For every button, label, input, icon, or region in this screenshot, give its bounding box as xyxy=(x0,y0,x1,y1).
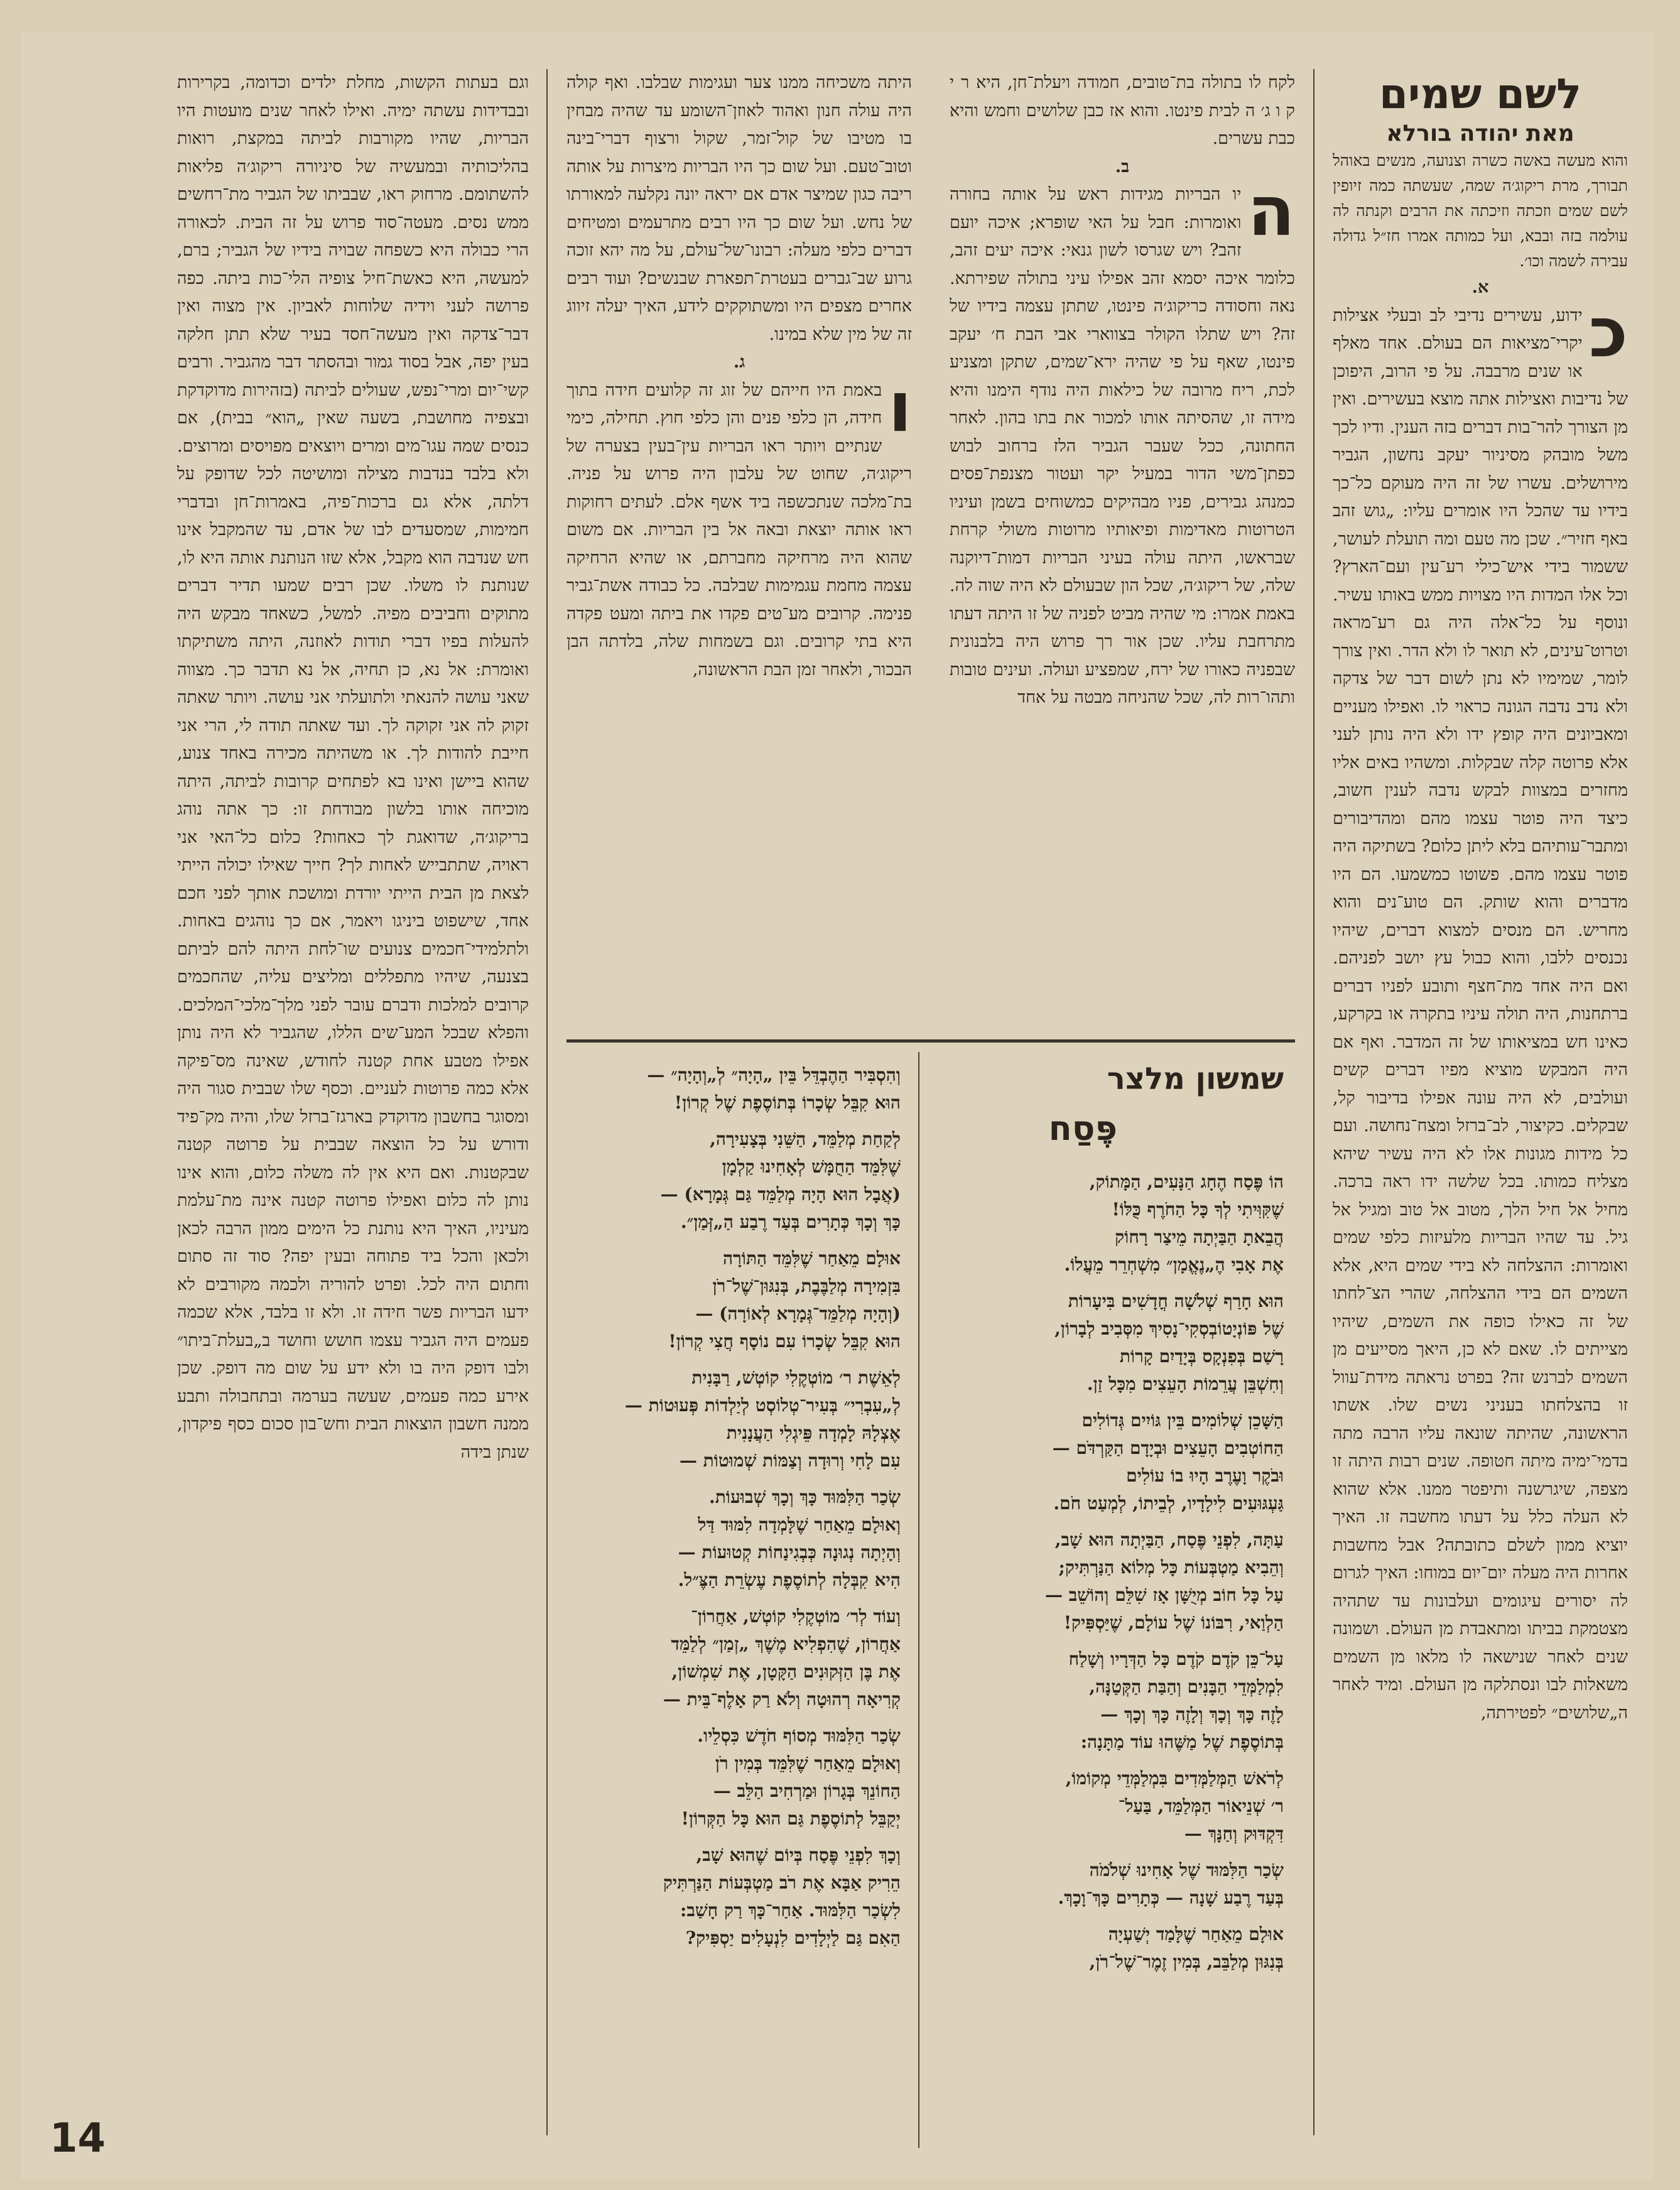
article-intro: והוא מעשה באשה כשרה וצנועה, מנשים באוהל תבורך, מרת ריקוג׳ה שמה, שעשתה כמה זיופין לשם שמים וזכתה וזיכתה את הרבים וקנתה לה עולמה בזה ובבא, ועל כמותה אמרו חז״ל גדולה עבירה לשמה וכו׳. xyxy=(1333,151,1628,270)
poem-stanza: שְׂכַר הַלִּמּוּד מְסוֹף חֹדֶשׁ כִּסְלֵיו. וְאוּלָם מֵאַחַר שֶׁלִּמֵּד בְּמִין רֹן הַחוֹנֵךְ בְּגָרוֹן וּמַרְחִיב הַלֵּב — יְקַבֵּל לְתוֹסֶפֶת גַּם הוּא כָּל הַקְּרוֹן! xyxy=(681,1725,901,1829)
column-divider xyxy=(1313,69,1314,2135)
section-marker-a: א. xyxy=(1471,278,1489,297)
poem-stanza: הוֹ פֶּסַח הֶחָג הַנָּעִים, הַמָּתוֹק, שֶׁקִּוִּיתִי לְךָ כָּל הַחֹרֶף כֻּלּוֹ! הֲבֵאתָ הַבַּיְתָה מֵיצַר רָחוֹק אֶת אָבִי הֶ„נֶאֱמָן״ מִשְׁחְרֵר מֵעֲלוֹ. xyxy=(1064,1171,1284,1275)
article-column-2 xyxy=(950,69,1295,1036)
article-body-col4: וגם בעתות הקשות, מחלת ילדים וכדומה, בקרירות ובבדידות עשתה ימיה. ואילו לאחר שנים מועטות היו הבריות, שהיו מקורבות לביתה במקצת, רואות בהליכותיה ובמעשיה של סיניורה ריקוג׳ה פליאות להשתומם. מרחוק ראו, שבביתו של הגביר מת־רחשים ממש נסים. מעטה־סוד פרוש על זה הבית. לכאורה הרי כבולה היא כשפחה שבויה בידיו של הגביר; ברם, למעשה, היא כאשת־חיל צופיה הלי־כות ביתה. כפה פרושה לעני וידיה שלוחות לאביון. אין מצוה ואין דבר־צדקה ואין מעשה־חסד בעיר שלא תתן חלקה בעין יפה, אבל בסוד גמור ובהסתר דבר מהגביר. ורבים קשי־יום ומרי־נפש, שעולים לביתה (בזהירות מדוקדקת ובצפיה מחושבת, בשעה שאין „הוא״ בבית), אם כנסים שמה עגו־מים ומרים ויוצאים מפויסים ומרוצים. ולא בלבד בנדבות מצילה ומושיטה לכל שדופק על דלתה, אלא גם ברכות־פיה, באמרות־חן ובדברי חמימות, שמסעדים לבו של אדם, עד שהמקבל אינו חש שנדבה הוא מקבל, אלא שזו הנותנת אותה היא לו, שנותנת לו משלו. שכן רבים שמעו תדיר דברים מתוקים וחביבים מפיה. למשל, כשאחד מבקש היה להעלות בפיו דברי תודות לאוזנה, היתה משתיקתו ואומרת: אל נא, כן תחיה, אל נא תדבר כך. מצווה שאני עושה להנאתי ולתועלתי אני עושה. ויותר שאתה זקוק לה אני זקוקה לך. ועד שאתה תודה לי, הרי אני חייבת להודות לך. או משהיתה מכירה באחד צנוע, שהוא ביישן ואינו בא לפתחים קרובות לביתה, היתה מוכיחה אותו בלשון מבודחת זו: כך אתה נוהג בריקוג׳ה, שדואגת לך כאחות? כלום כל־האי אני ראויה, שתתבייש לאחות לך? חייך שאילו יכולה הייתי לצאת מן הבית הייתי יורדת ומושכת אותך לפני חכם אחד, שישפוט ביניגו ויאמר, אם כך נוהגים באחות. ולתלמידי־חכמים צנועים שו־לחת היתה להם לביתם בצנעה, שיהיו מתפללים ומליצים עליה, שהחכמים קרובים למלכות ודברם עובר לפני מלך־מלכי־המלכים. והפלא שבכל המע־שים הללו, שהגביר לא היה נותן אפילו מטבע אחת קטנה לחודש, שאינה מס־פיקה אלא כמה פרוטות לעניים. וכסף שלו שבבית סגור היה ומסוגר בחשבון מדוקדק בארגז־ברזל שלו, והיה מק־פיד ודורש על כל הוצאה שבבית על פרוטה קטנה שבקטנות. ואם היא אין לה משלה כלום, והוא אינו נותן לה כלום ואפילו פרוטה קטנה אינה מת־עלמת מעיניו, האיך היא נותנת כל הימים ממון הרבה לכאן ולכאן והכל ביד פתוחה ובעין יפה? סוד זה סתום וחתום היה לכל. ופרט להוריה ולכמה מקורבים לא ידעו הבריות פשר חידה זו. ולא זו בלבד, אלא שכמה פעמים היה הגביר עצמו חושש וחושד ב„בעלת־ביתו״ ולבו דופק היה בו ולא ידע על שום מה דופק. שכן אירע כמה פעמים, שעשה בערמה ובתחבולה ותבע ממנה חשבון הוצאות הבית וחש־בון סכום כסף פיקדון, שנתן בידה xyxy=(177,73,529,1462)
section-marker-c: ג. xyxy=(733,352,745,372)
article-body-col3-a: היתה משכיחה ממנו צער ועגימות שבלבו. ואף קולה היה עולה חנון ואהוד לאוזן־השומע עד שהיה מבחין בו מטיבו של קול־זמר, שקול ורצוף דברי־בינה וטוב־טעם. ועל שום כך היו הבריות מיצרות על אותה ריבה כגון שמיצר אדם אם יראה יונה נקלעה למאורתו של נחש. ועל שום כך היו רבים מתרעמים ומטיחים דברים כלפי מעלה: רבונו־של־עולם, על מה יהא זוכה גרוע שב־גברים בעטרת־תפארת שבנשים? ועוד רבים אחרים מצפים היו ומשתוקקים לידע, האיך יעלה זיווג זה של מין שלא במינו. xyxy=(566,73,912,344)
poem-stanza: הוּא חָרַף שְׁלֹשָׁה חֳדָשִׁים בִּיעָרוֹת שֶׁל פּוֹנְיָטוֹבְסְקִי־נָסִיךְ מִסְּבִיב לְבָרוֹן, רָשַׁם בְּפִנְקָס בְּיָדַיִם קָרוֹת וְחִשְׁבֵּן עֲרֵמוֹת הָעֵצִים מִכָּל זַן. xyxy=(1054,1291,1284,1394)
poem-stanza: אוּלָם מֵאַחַר שֶׁלָּמַד יְשַׁעְיָה בְּנִגּוּן מְלַבֵּב, בְּמִין זֶמֶר־שֶׁל־רֹן, xyxy=(1089,1924,1284,1972)
poem-stanza: לְאֵשֶׁת ר׳ מוֹטְקֶלִי קוֹטְשׁ, רַבָּנִית לְ„עִבְרִי״ בְּעִיר־טְלוֹסְט לְיַלְדוֹת פְּעוּטוֹת — אֶצְלָהּ לָמְדָה פֵּיגְלִי הַעֲנָנִית עִם לָחִי וְרוּדָה וְצַמּוֹת שְׁמוּטוֹת — xyxy=(624,1367,901,1471)
poem-title: פֶּסַח xyxy=(1048,1109,1117,1148)
poem-column-right xyxy=(932,1168,1284,2148)
drop-cap-2: ה xyxy=(1247,171,1295,251)
poem-stanza: שְׂכַר הַלִּמּוּד כָּךְ וְכָךְ שְׁבוּעוֹת. וְאוּלָם מֵאַחַר שֶׁלָּמְדָה לִמּוּד דַּל וְהָיְתָה נְגוּנָה כְּבְגִינַחוֹת קְטוּעוֹת — הִיא קִבְּלָה לְתוֹסֶפֶת עֶשְׂרֵת הַצֶּ״ל. xyxy=(678,1487,901,1590)
column-divider xyxy=(918,1052,919,2148)
poem-stanza: לְקַחַת מְלַמֵּד, הַשֵּׁנִי בְּצָעִירָה, שֶׁלִּמֵּד הַחֻמָּשׁ לְאָחִינוּ קַלְמָן (אֲבָל הוּא הָיָה מְלַמֵּד גַּם גְּמָרָא) — כָּךְ וְכָךְ כְּתָרִים בְּעַד רֶבַע הַ„זְּמַן״. xyxy=(660,1129,901,1232)
poem-column-left xyxy=(561,1061,901,2148)
poem-stanza: הַשָּׁכֵן שְׁלוֹמִים בֵּין גּוֹיִים גְּדוֹלִים הַחוֹטְבִים הָעֵצִים וּבְיָדָם הַקַּרְדֹּם — וּבֹקֶר וָעֶרֶב הָיוּ בוֹ עוֹלִים גַּעְגּוּעִים לִילָדָיו, לְבֵיתוֹ, לְמְעַט חֹם. xyxy=(1052,1410,1284,1514)
article-title: לשם שמים xyxy=(1379,70,1582,118)
poem-stanza: אוּלָם מֵאַחַר שֶׁלִּמֵּד הַתּוֹרָה בִּזְמִירָה מְלַבֶּבֶת, בְּנִגּוּן־שֶׁל־רֹן (וְהָיָה מְלַמֵּד־גְּמָרָא לְאוֹרָה) — הוּא קִבֵּל שְׂכָרוֹ עִם נוֹסָף חֲצִי קְרוֹן! xyxy=(668,1248,901,1352)
poem-stanza: עַל־כֵּן קֹדֶם קֹדֶם כָּל הַדְּרָיו וְשָׁלַח לִמְלַמְּדֵי הַבָּנִים וְהַבַּת הַקְּטַנָּה, לָזֶה כָּךְ וְכָךְ וְלָזֶה כָּךְ וְכָךְ — בְּתוֹסֶפֶת שֶׁל מַשֶּׁהוּ עוֹד מַתָּנָה: xyxy=(1068,1649,1284,1752)
drop-cap-3: ו xyxy=(888,366,912,447)
article-body-col2-b: יו הבריות מגידות ראש על אותה בחורה ואומרות: חבל על האי שופרא; איכה יועם זהב? ויש שגרסו לשון גנאי: איכה יעים זהב, כלומר איכה יסמא זהב אפילו עיני בתולה שפירתא. נאה וחסודה כריקוג׳ה פינטו, שתתן עצמה בידיו של זה? ויש שתלו הקולר בצווארי אבי הבת ח׳ יעקב פינטו, שאף על פי שהיה ירא־שמים, שתקן ומצניע לכת, ריח מרובה של כילאות היה נודף הימנו והיא מידה זו, שהסיתה אותו למכור את בתו בהון. לאחר החתונה, ככל שעבר הגביר הלז ברחוב לבוש כפתן־משי הדור במעיל יקר ועטור מצנפת־פסים כמנהג גבירים, פניו מבהיקים כמשוחים בשמן ועיניו הטרוטות מאדימות ופיאותיו מרוטות משולי קרחת שבראשו, היתה עולה בעיני הבריות דמות־דיוקנה שלה, של ריקוג׳ה, שכל הון שבעולם לא היה שוה לה. באמת אמרו: מי שהיה מביט לפניה של זו היתה דעתו מתרחבת עליו. שכן אור רך פרוש היה בלבנונית שבפניה כאורו של ירח, שמפציע ועולה. ועינים טובות ותהו־רות לה, שכל שהניחה מבטה על אחד xyxy=(950,185,1295,707)
poem-stanza: שְׂכַר הַלִּמּוּד שֶׁל אָחִינוּ שְׁלֹמֹה בְּעַד רֶבַע שָׁנָה — כְּתָרִים כָּךְ־וָכָךְ. xyxy=(1058,1860,1284,1908)
article-body-col3-b: באמת היו חייהם של זוג זה קלועים חידה בתוך חידה, הן כלפי פנים והן כלפי חוץ. תחילה, כימי שנתיים ויותר ראו הבריות עין־בעין בצערה של ריקוג׳ה, שחוט של עלבון היה פרוש על פניה. בת־מלכה שנתכשפה ביד אשף אלם. לעתים רחוקות ראו אותה יוצאת ובאה אל בין הבריות. אם משום שהוא היה מרחיקה מחברתם, או שהיא הרחיקה עצמה מחמת עגמימות שבלבה. כל כבודה אשת־גביר פנימה. קרובים מע־טים פקדו את ביתה ומעט פקדה היא בתי קרובים. וגם בשמחות שלה, בלדתה הבן הבכור, ולאחר זמן הבת הראשונה, xyxy=(566,380,912,680)
article-column-1 xyxy=(1333,69,1628,2135)
article-author: מאת יהודה בורלא xyxy=(1386,121,1574,146)
magazine-page xyxy=(21,31,1654,2179)
poem-author: שמשון מלצר xyxy=(1107,1061,1284,1097)
column-divider xyxy=(546,69,548,2135)
poem-stanza: לְרֹאשׁ הַמְּלַמְּדִים בִּמְלַמְּדֵי מְקוֹמוֹ, ר׳ שְׁנֵיאוֹר הַמְּלַמֵּד, בַּעַל־ דִּקְדּוּק וְחַנָּךְ — xyxy=(1065,1768,1284,1844)
section-marker-b: ב. xyxy=(1115,156,1130,176)
poem-divider xyxy=(566,1039,1295,1043)
article-column-4 xyxy=(177,69,529,2135)
poem-stanza: וְהִסְבִּיר הַהֶבְדֵּל בֵּין „הָיָה״ לְ„וְהָיָה״ — הוּא קִבֵּל שְׂכָרוֹ בְּתוֹסֶפֶת שֶׁל קְרוֹן! xyxy=(647,1065,901,1113)
article-column-3 xyxy=(566,69,912,1036)
article-body-col1: ידוע, עשירים נדיבי לב ובעלי אצילות יקרי־מציאות הם בעולם. אחד מאלף או שנים מרבבה. על פי הרוב, היפוכן של נדיבות ואצילות אתה מוצא בעשירים. ואין מן הצורך להר־בות דברים בזה הענין. ודיו לכך משל מובהק מסיניור יעקב נחשון, הגביר מירושלים. עשרו של זה היה מעוקם כל־כך בידיו עד שהכל היו אומרים עליו: „גוש זהב באף חזיר״. שכן מה טעם ומה תועלת לעושר, ששמור בידי איש־כילי רע־עין ועם־הארץ? וכל אלו המדות היו מצויות ממש באותו עשיר. ונוסף על כל־אלה היה גם רע־מראה וטרוט־עינים, לא תואר לו ולא הדר. ואין צורך לומר, שמימיו לא נתן לשום דבר של צדקה ולא נדב נדבה הגונה כראוי לו. ואפילו מעניים ומאביונים היה קופץ ידו ולא היה נותן לעני אלא פרוטה קלה שבקלות. ומשהיו באים אליו מחזרים במצוות לבקש נדבה לענין חשוב, כיצד היה פוטר עצמו מהם ומהדיבורים ומתבר־עותיהם בלא ליתן כלום? בשתיקה היה פוטר עצמו מהם. פשוטו כמשמעו. הם היו מדברים והוא שותק. הם טוע־נים והוא מחריש. הם מנסים למצוא דברים, שיהיו נכנסים ללבו, והוא כבול עץ יושב לפניהם. ואם היה אחד מת־חצף ותובע לפניו דברים ברתחנות, היה תולה עיניו בתקרה או בקרקע, כאינו חש במציאותו של זה המדבר. ואף אם היה המבקש מוציא מפיו דברים קשים ועולבים, לא היה עונה אפילו בדיבור קל, שבקלים. כקיצור, לב־ברזל ומצח־נחושה. ועם כל מידות מגונות אלו לא היה עשיר שיהא מצליח כמותו. בכל שלשה ידו ראה ברכה. מחיל אל חיל הלך, מטוב אל טוב ומגיל אל גיל. עד שהיו הבריות מלעיזות כלפי שמים ואומרות: ההצלחה לא בידי שמים היא, אלא השמים הם בידי ההצלחה, שהרי הצ־לחתו של זה כאילו כופה את השמים, שיהיו מצייתים לו. שאם לא כן, היאך מסייעים מן השמים לברנש זה? בפרט נראתה מידת־עוול זו בהצלחתו בעניני נשים שלו. אשתו הראשונה, שהיתה שונאה עליו הרבה מתה בדמי־ימיה מיתה חטופה. שנים רבות היתה זו מצפה, שיגרשנה ותיפטר ממנו. אלא שהוא לא העלה כלל על דעתו מחשבה זו. האיך יוציא ממון לשלם כתובתה? אבל מחשבות אחרות היה מעלה יום־יום במוחו: האיך לגרום לה יסורים עיגומים ועלבונות עד שתהיה מצטמקת בביתו ומתאבדת מן העולם. ושמונה שנים לאחר שנישאה לו מלאו מן השמים משאלות לבו ונסתלקה מן העולם. ומיד לאחר ה„שלושים״ לפטירתה, xyxy=(1333,305,1628,1723)
poem-stanza: עַתָּה, לִפְנֵי פֶּסַח, הַבַּיְתָה הוּא שָׁב, וְהֵבִיא מַטְבְּעוֹת כָּל מְלוֹא הַנַּרְתִּיק; עַל כָּל חוֹב מְיֻשָּׁן אָז שִׁלֵּם וְהוֹשֵׁב — הַלְוַאי, רִבּוֹנוֹ שֶׁל עוֹלָם, שֶׁיַּסְפִּיק! xyxy=(1044,1529,1284,1633)
poem-stanza: וְעוֹד לְר׳ מוֹטְקֶלִי קוֹטְשׁ, אַחֲרוֹן־ אַחֲרוֹן, שֶׁהִפְלִיא מֶשֶׁךְ „זְמַן״ לְלַמֵּד אֶת בֶּן הַזְּקוּנִים הַקָּטָן, אֶת שִׁמְשׁוֹן, קְרִיאָה רְהוּטָה וְלֹא רַק אָלֶף־בֵּית — xyxy=(663,1606,901,1710)
page-number: 14 xyxy=(50,2115,106,2162)
drop-cap-1: כ xyxy=(1588,291,1628,372)
poem-stanza: וְכָךְ לִפְנֵי פֶּסַח בְּיוֹם שֶׁהוּא שָׁב, הֵרִיק אַבָּא אֶת רֹב מַטְבְּעוֹת הַנַּרְתִּיק לִשְׂכַר הַלִּמּוּד. אַחַר־כָּךְ רַק חָשַׁב: הַאִם גַּם לַיְלָדִים לִנְעָלִים יַסְפִּיק? xyxy=(663,1845,901,1948)
article-body-col2-a: לקח לו בתולה בת־טובים, חמודה ויעלת־חן, היא ר י ק ו ג׳ ה לבית פינטו. והוא אז כבן שלושים וחמש והיא כבת עשרים. xyxy=(950,73,1295,148)
